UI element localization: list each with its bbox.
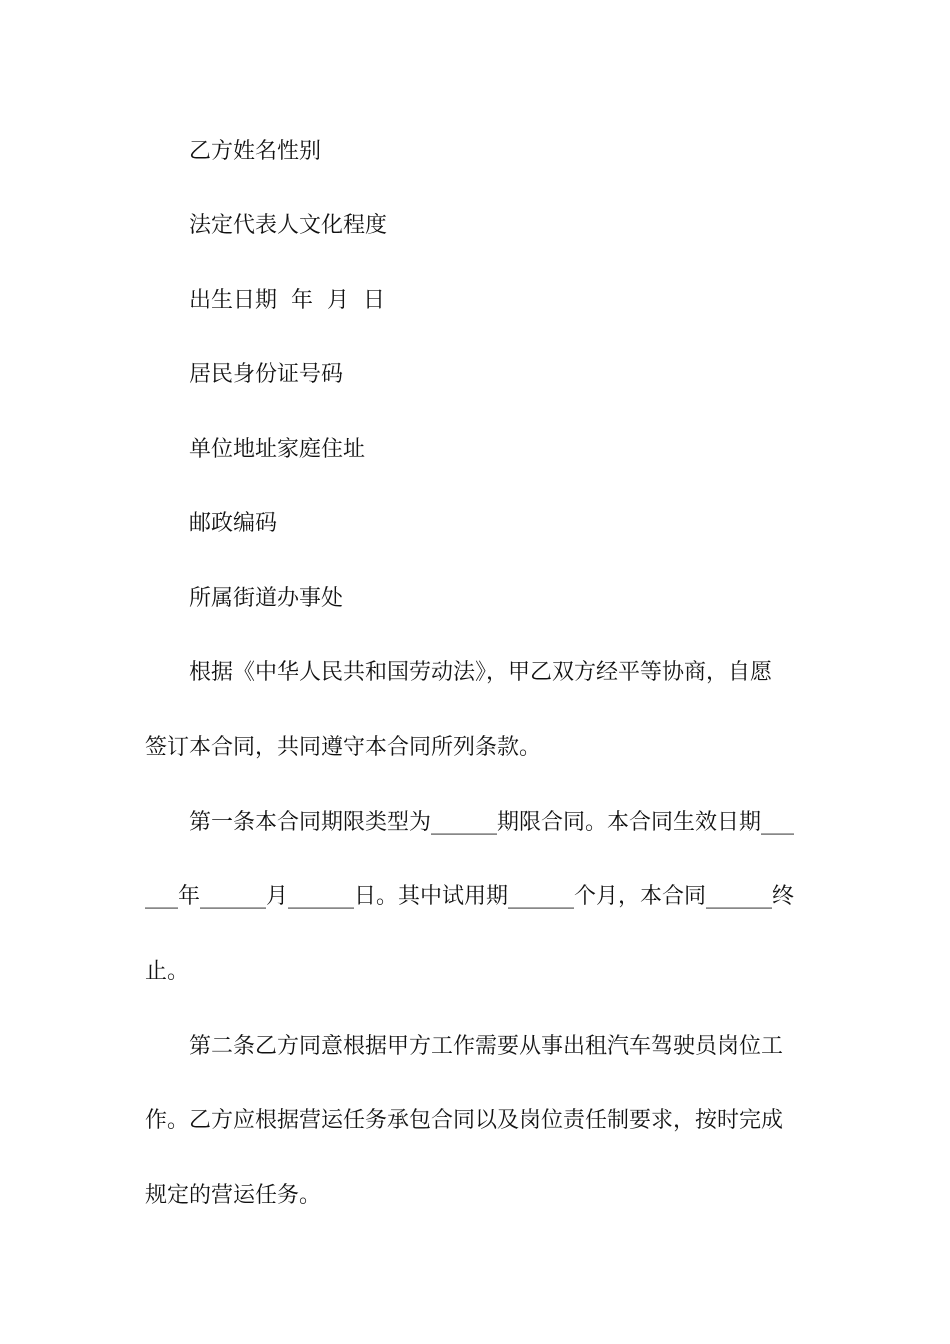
- paragraph-intro-line-2: 签订本合同，共同遵守本合同所列条款。: [145, 735, 542, 760]
- paragraph-intro-line-1: 根据《中华人民共和国劳动法》，甲乙双方经平等协商，自愿: [189, 660, 773, 685]
- field-street-office: 所属街道办事处: [189, 586, 344, 611]
- field-birth-date: 出生日期 年 月 日: [189, 288, 385, 313]
- article-1-line-3: 止。: [145, 959, 190, 984]
- article-2-line-3: 规定的营运任务。: [145, 1183, 322, 1208]
- article-1-line-1: 第一条本合同期限类型为______期限合同。本合同生效日期___: [189, 810, 795, 835]
- field-address: 单位地址家庭住址: [189, 437, 366, 462]
- field-postal-code: 邮政编码: [189, 511, 278, 536]
- article-1-line-2: ___年______月______日。其中试用期______个月，本合同______终: [145, 884, 795, 909]
- article-2-line-2: 作。乙方应根据营运任务承包合同以及岗位责任制要求，按时完成: [145, 1108, 784, 1133]
- article-2-line-1: 第二条乙方同意根据甲方工作需要从事出租汽车驾驶员岗位工: [189, 1034, 784, 1059]
- field-party-b-name-gender: 乙方姓名性别: [189, 139, 322, 164]
- field-id-number: 居民身份证号码: [189, 362, 344, 387]
- field-legal-representative-education: 法定代表人文化程度: [189, 213, 388, 238]
